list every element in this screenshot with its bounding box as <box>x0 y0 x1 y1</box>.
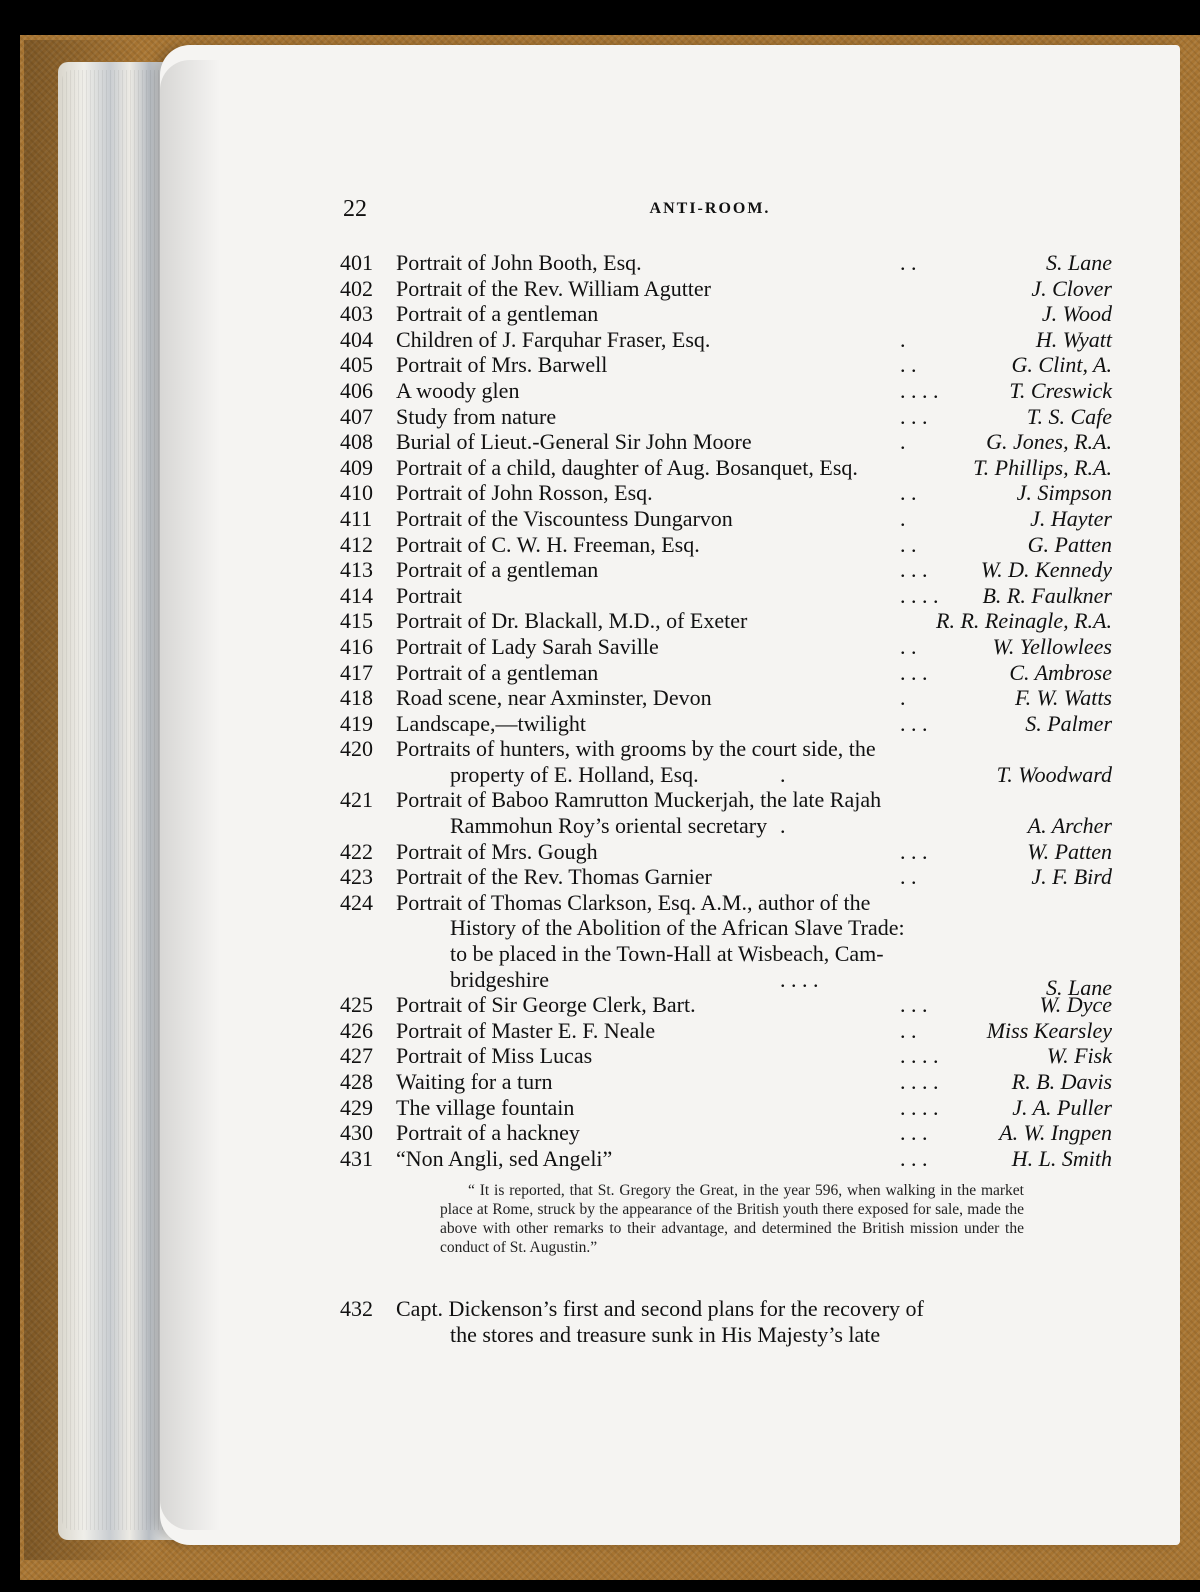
entry-artist: C. Ambrose <box>1009 659 1112 685</box>
entry-artist: W. D. Kennedy <box>980 557 1112 583</box>
entry-leaders: . . . <box>900 403 928 429</box>
entry-number: 427 <box>340 1043 373 1069</box>
entry-artist: G. Clint, A. <box>1011 352 1112 378</box>
list-item <box>340 1069 1112 1095</box>
entry-title: Portrait of a child, daughter of Aug. Bosanquet, Esq. <box>396 454 858 480</box>
entry-title: Waiting for a turn <box>396 1069 553 1094</box>
list-item <box>340 890 1112 916</box>
entry-artist: S. Palmer <box>1025 710 1112 736</box>
entry-title-continued: Rammohun Roy’s oriental secretary <box>450 813 768 839</box>
catalogue-list <box>340 250 1112 1171</box>
entry-title: Study from nature <box>396 403 557 429</box>
entry-artist: W. Yellowlees <box>992 633 1112 659</box>
entry-leaders: . . . <box>900 1145 928 1171</box>
list-item <box>340 1018 1112 1044</box>
entry-title: Portraits of hunters, with grooms by the court side, the <box>396 736 876 762</box>
entry-artist: J. F. Bird <box>1031 864 1112 890</box>
entry-leaders: . <box>900 685 906 711</box>
entry-leaders: . . . . <box>900 1069 939 1094</box>
list-item <box>340 1095 1112 1121</box>
list-item <box>340 583 1112 609</box>
entry-title: Portrait of a hackney <box>396 1120 580 1146</box>
entry-number: 410 <box>340 480 373 506</box>
entry-title: Children of J. Farquhar Fraser, Esq. <box>396 326 711 352</box>
entry-leaders: . <box>780 813 786 839</box>
entry-artist: R. R. Reinagle, R.A. <box>936 608 1112 634</box>
entry-title: A woody glen <box>396 377 520 403</box>
entry-artist: A. W. Ingpen <box>999 1120 1112 1146</box>
list-item-continuation <box>340 1322 1112 1348</box>
list-item <box>340 685 1112 711</box>
list-item <box>340 608 1112 634</box>
entry-title: Portrait of a gentleman <box>396 659 599 685</box>
entry-artist: W. Dyce <box>1039 992 1112 1018</box>
entry-leaders: . . . . <box>900 582 939 608</box>
entry-artist: T. Creswick <box>1009 377 1112 403</box>
entry-number: 404 <box>340 326 373 352</box>
entry-leaders: . . . <box>900 659 928 685</box>
entry-artist: B. R. Faulkner <box>982 582 1112 608</box>
entry-artist: H. L. Smith <box>1011 1145 1112 1171</box>
entry-number: 414 <box>340 582 373 608</box>
entry-leaders: . . . . <box>900 1043 939 1069</box>
entry-title: Portrait of Baboo Ramrutton Muckerjah, the late Rajah <box>396 787 882 813</box>
entry-number: 411 <box>340 505 373 531</box>
entry-title: Capt. Dickenson’s first and second plans for the recovery of <box>396 1296 924 1321</box>
list-item <box>340 660 1112 686</box>
entry-leaders: . . . . <box>900 1094 939 1120</box>
list-item <box>340 864 1112 890</box>
entry-title: Portrait of the Rev. William Agutter <box>396 275 712 301</box>
list-item-continuation <box>340 813 1112 839</box>
list-item <box>340 634 1112 660</box>
list-item-continuation <box>340 915 1112 941</box>
entry-title: Portrait of John Rosson, Esq. <box>396 480 653 506</box>
entry-title: Portrait of Mrs. Barwell <box>396 352 608 378</box>
entry-title: Portrait <box>396 582 462 608</box>
entry-artist: Miss Kearsley <box>986 1017 1112 1043</box>
entry-title: “Non Angli, sed Angeli” <box>396 1145 613 1171</box>
entry-number: 402 <box>340 275 373 301</box>
entry-title: Road scene, near Axminster, Devon <box>396 685 712 711</box>
entry-leaders: . . . . <box>900 377 939 403</box>
list-item <box>340 250 1112 276</box>
entry-title: Portrait of John Booth, Esq. <box>396 250 642 275</box>
entry-number: 405 <box>340 352 373 378</box>
entry-number: 415 <box>340 608 373 634</box>
entry-artist: W. Fisk <box>1046 1043 1112 1069</box>
footnote <box>440 1181 1024 1257</box>
entry-artist: W. Patten <box>1027 838 1112 864</box>
entry-number: 430 <box>340 1120 373 1146</box>
entry-number: 408 <box>340 429 373 455</box>
page-gutter-shadow <box>160 60 220 1530</box>
entry-artist: G. Patten <box>1027 531 1112 557</box>
entry-title: Portrait of Dr. Blackall, M.D., of Exeter <box>396 608 748 634</box>
entry-leaders: . . . <box>900 710 928 736</box>
entry-title: Portrait of Sir George Clerk, Bart. <box>396 992 696 1018</box>
entry-artist: S. Lane <box>1046 974 1112 1000</box>
page-header <box>0 196 1200 226</box>
list-item <box>340 992 1112 1018</box>
entry-title: Portrait of Miss Lucas <box>396 1043 593 1069</box>
entry-number: 425 <box>340 992 373 1018</box>
list-item-continuation <box>340 762 1112 788</box>
list-item <box>340 1043 1112 1069</box>
entry-leaders: . . . <box>900 1120 928 1146</box>
entry-artist: J. Simpson <box>1016 480 1112 506</box>
entry-artist: G. Jones, R.A. <box>986 429 1112 455</box>
list-item <box>340 352 1112 378</box>
entry-title-continued: property of E. Holland, Esq. <box>450 761 699 787</box>
entry-title-continued: History of the Abolition of the African Slave Trade: <box>450 915 905 941</box>
entry-artist: J. Wood <box>1041 301 1112 327</box>
entry-title: Landscape,—twilight <box>396 710 587 736</box>
entry-title: Portrait of Thomas Clarkson, Esq. A.M., author of the <box>396 889 871 915</box>
entry-artist: T. Phillips, R.A. <box>973 454 1112 480</box>
entry-number: 424 <box>340 889 373 915</box>
entry-number: 428 <box>340 1069 373 1094</box>
entry-leaders: . . <box>900 864 917 890</box>
running-head: ANTI-ROOM. <box>649 200 771 217</box>
entry-number: 426 <box>340 1017 373 1043</box>
list-item <box>340 711 1112 737</box>
entry-number: 421 <box>340 787 373 813</box>
entry-title: Portrait of Lady Sarah Saville <box>396 633 659 659</box>
entry-number: 409 <box>340 454 373 480</box>
list-item <box>340 839 1112 865</box>
entry-leaders: . . . <box>900 838 928 864</box>
entry-title: Portrait of C. W. H. Freeman, Esq. <box>396 531 700 557</box>
entry-title: The village fountain <box>396 1094 575 1120</box>
list-item <box>340 378 1112 404</box>
entry-leaders: . . <box>900 480 917 506</box>
entry-title: Portrait of a gentleman <box>396 557 599 583</box>
entry-title-continued: to be placed in the Town-Hall at Wisbeach, Cam- <box>450 941 884 967</box>
entry-number: 401 <box>340 250 373 275</box>
entry-artist: H. Wyatt <box>1035 326 1112 352</box>
entry-artist: F. W. Watts <box>1014 685 1112 711</box>
last-entry <box>340 1296 1112 1347</box>
entry-artist: T. Woodward <box>996 761 1112 787</box>
entry-leaders: . . <box>900 250 917 275</box>
entry-number: 412 <box>340 531 373 557</box>
entry-leaders: . . <box>900 633 917 659</box>
list-item <box>340 506 1112 532</box>
page-number: 22 <box>343 196 367 222</box>
entry-number: 432 <box>340 1296 373 1321</box>
entry-number: 423 <box>340 864 373 890</box>
entry-number: 431 <box>340 1145 373 1171</box>
entry-number: 419 <box>340 710 373 736</box>
entry-artist: J. A. Puller <box>1012 1094 1112 1120</box>
list-item <box>340 1120 1112 1146</box>
entry-leaders: . . <box>900 531 917 557</box>
list-item <box>340 557 1112 583</box>
footnote-text: “ It is reported, that St. Gregory the Great, in the year 596, when walking in the market place at Rome, struck by the appearance of the British youth there exposed for sale, made the above with other remarks to their advantage, and determined the British mission under the conduct of St. Augustin.” <box>440 1182 1024 1256</box>
entry-number: 403 <box>340 301 373 327</box>
entry-leaders: . . . <box>900 557 928 583</box>
entry-title: Portrait of the Rev. Thomas Garnier <box>396 864 712 890</box>
list-item <box>340 455 1112 481</box>
list-item <box>340 1146 1112 1172</box>
entry-artist: J. Clover <box>1031 275 1112 301</box>
entry-leaders: . . <box>900 1017 917 1043</box>
entry-leaders: . <box>900 505 906 531</box>
entry-number: 417 <box>340 659 373 685</box>
entry-artist: S. Lane <box>1046 250 1112 275</box>
entry-leaders: . . . . <box>780 966 819 992</box>
list-item-continuation <box>340 966 1112 1000</box>
entry-number: 418 <box>340 685 373 711</box>
entry-number: 420 <box>340 736 373 762</box>
list-item <box>340 480 1112 506</box>
entry-leaders: . <box>900 429 906 455</box>
entry-leaders: . <box>900 326 906 352</box>
list-item <box>340 276 1112 302</box>
entry-number: 416 <box>340 633 373 659</box>
list-item <box>340 787 1112 813</box>
entry-leaders: . . . <box>900 992 928 1018</box>
entry-artist: T. S. Cafe <box>1026 403 1112 429</box>
entry-number: 407 <box>340 403 373 429</box>
entry-number: 429 <box>340 1094 373 1120</box>
entry-leaders: . <box>780 761 786 787</box>
entry-number: 422 <box>340 838 373 864</box>
list-item <box>340 736 1112 762</box>
list-item-continuation <box>340 941 1112 967</box>
entry-title-continued: bridgeshire <box>450 966 549 992</box>
entry-artist: A. Archer <box>1027 813 1112 839</box>
entry-number: 413 <box>340 557 373 583</box>
list-item <box>340 429 1112 455</box>
entry-leaders: . . <box>900 352 917 378</box>
entry-number: 406 <box>340 377 373 403</box>
entry-title: Portrait of a gentleman <box>396 301 599 327</box>
entry-artist: R. B. Davis <box>1011 1069 1112 1094</box>
list-item <box>340 404 1112 430</box>
list-item <box>340 1296 1112 1322</box>
entry-title: Portrait of Mrs. Gough <box>396 838 598 864</box>
list-item <box>340 327 1112 353</box>
list-item <box>340 301 1112 327</box>
entry-title: Portrait of Master E. F. Neale <box>396 1017 656 1043</box>
list-item <box>340 532 1112 558</box>
entry-title: Portrait of the Viscountess Dungarvon <box>396 505 733 531</box>
entry-title: Burial of Lieut.-General Sir John Moore <box>396 429 752 455</box>
entry-title-continued: the stores and treasure sunk in His Majesty’s late <box>450 1321 881 1347</box>
entry-artist: J. Hayter <box>1030 505 1112 531</box>
